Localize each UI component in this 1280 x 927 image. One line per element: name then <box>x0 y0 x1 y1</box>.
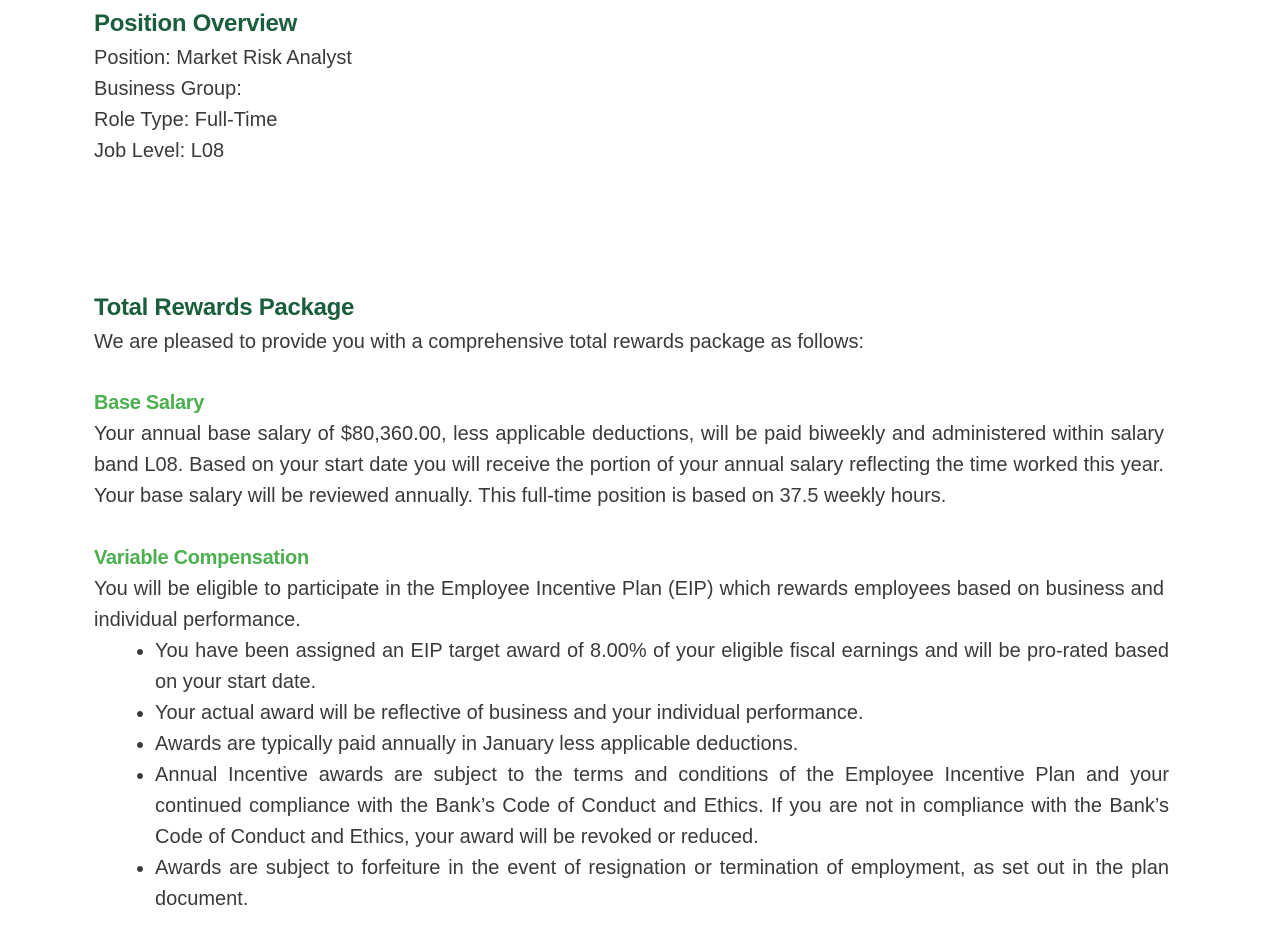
variable-compensation-list <box>94 636 1169 915</box>
base-salary-heading: Base Salary <box>94 392 205 414</box>
job-level-line: Job Level: L08 <box>94 140 225 162</box>
position-overview-heading: Position Overview <box>94 10 297 37</box>
list-item: • Your actual award will be reflective of business and your individual performance. <box>155 698 1169 729</box>
base-salary-text: Your annual base salary of $80,360.00, less applicable deductions, will be paid biweekly and administered within salary band L08. Based on your start date you will receive the portion of your annual salary reflecting the time worked this year. Your base salary will be reviewed annually. This full-time position is based on 37.5 weekly hours. <box>94 423 1164 507</box>
list-item: • Awards are typically paid annually in January less applicable deductions. <box>155 729 1169 760</box>
business-group-line: Business Group: <box>94 78 242 100</box>
total-rewards-intro: We are pleased to provide you with a comprehensive total rewards package as follows: <box>94 331 865 353</box>
list-item: • You have been assigned an EIP target award of 8.00% of your eligible fiscal earnings and will be pro-rated based on your start date. <box>155 636 1169 698</box>
variable-compensation-heading: Variable Compensation <box>94 547 309 569</box>
variable-compensation-text: You will be eligible to participate in the Employee Incentive Plan (EIP) which rewards employees based on business and individual performance. <box>94 578 1164 631</box>
list-item: • Awards are subject to forfeiture in the event of resignation or termination of employment, as set out in the plan document. <box>155 853 1169 915</box>
position-line: Position: Market Risk Analyst <box>94 47 352 69</box>
total-rewards-heading: Total Rewards Package <box>94 294 355 321</box>
list-item: • Annual Incentive awards are subject to the terms and conditions of the Employee Incentive Plan and your continued compliance with the Bank’s Code of Conduct and Ethics. If you are not in compliance with the Bank’s Code of Conduct and Ethics, your award will be revoked or reduced. <box>155 760 1169 853</box>
position-overview-details <box>94 43 1169 167</box>
role-type-line: Role Type: Full-Time <box>94 109 278 131</box>
